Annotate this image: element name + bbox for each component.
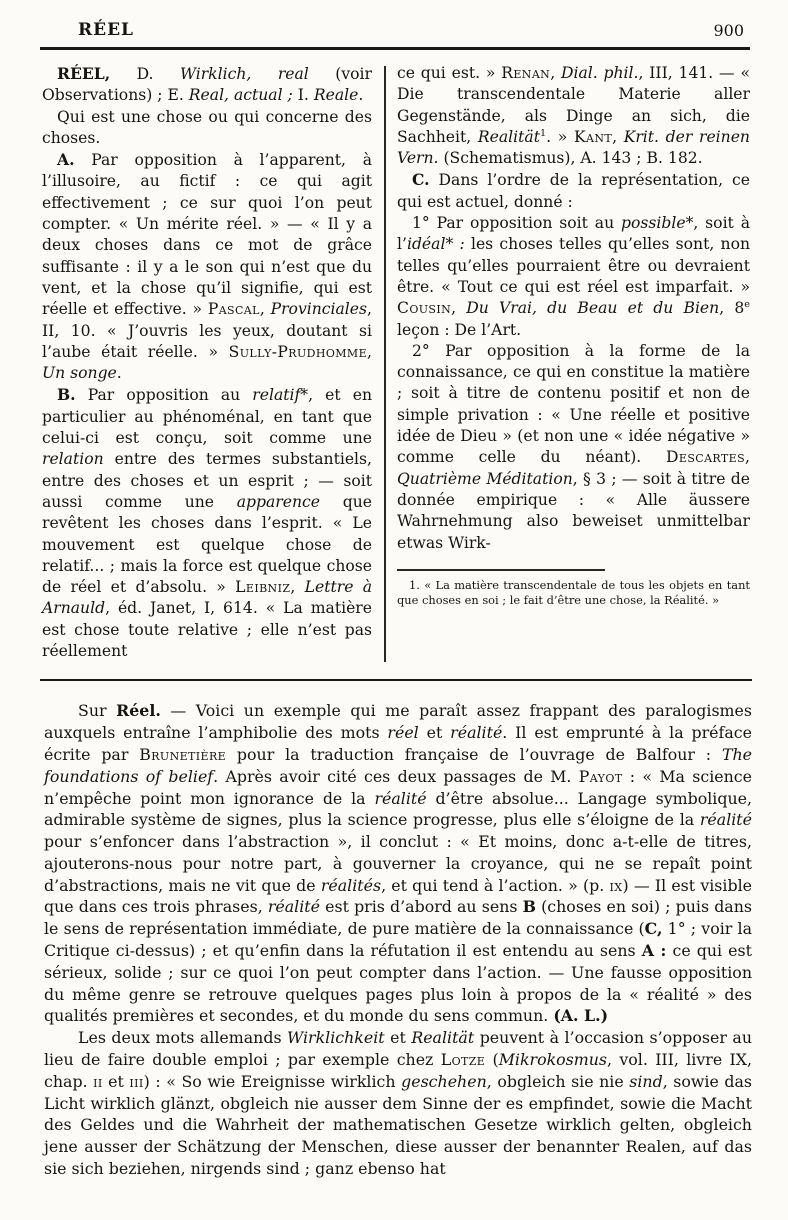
footnote-separator-rule [397, 569, 605, 571]
entry-right-column [397, 63, 750, 662]
section-divider-rule [40, 679, 752, 681]
entry-headword-paragraph: RÉEL, D. Wirklich, real (voir Observations) ; E. Real, actual ; I. Reale. [42, 64, 372, 105]
entry-sense-c2-paragraph: 2° Par opposition à la forme de la connaissance, ce qui en constitue la matière ; soit à titre de contenu positif et non de simple privation : « Une réelle et positive idée de Dieu » (et non une « idée négative » comme celle du néant). Descartes, Quatrième Méditation, § 3 ; — soit à titre de donnée empirique : « Alle äussere Wahrnehmung also beweiset unmittelbar etwas Wirk- [397, 341, 750, 552]
observations-paragraph-german-terms: Les deux mots allemands Wirklichkeit et Realität peuvent à l’occasion s’opposer au lieu de faire double emploi ; par exemple chez Lotze (Mikrokosmus, vol. III, livre IX, chap. ii et iii) : « So wie Ereignisse wirklich geschehen, obgleich sie nie sind, sowie das Licht wirklich glänzt, obgleich nie ausser dem Sinne der es empfindet, sowie die Macht des Geldes und die Wahrheit der mathematischen Gesetze wirklich gelten, obgleich jene ausser der Schätzung der Menschen, diese ausser der benannter Realen, auf das sie sich beziehen, nirgends sind ; ganz ebenso hat [44, 1028, 752, 1179]
running-head [40, 20, 750, 50]
entry-definition-paragraph: Qui est une chose ou qui concerne des choses. [42, 107, 372, 147]
footnote-text: 1. « La matière transcendentale de tous les objets en tant que choses en soi ; le fait d’être une chose, la Réalité. » [397, 577, 750, 607]
entry-left-column [42, 63, 372, 662]
entry-sense-c-paragraph: C. Dans l’ordre de la représentation, ce qui est actuel, donné : [397, 170, 750, 211]
entry-sense-a-paragraph: A. Par opposition à l’apparent, à l’illusoire, au fictif : ce qui agit effectivement ; ce sur quoi l’on peut compter. « Un mérite réel. » — « Il y a deux choses dans ce mot de grâce suffisante : il y a le son qui n’est que du vent, et la chose qu’il signifie, qui est réelle et effective. » Pascal, Provinciales, II, 10. « J’ouvris les yeux, doutant si l’aube était réelle. » Sully-Prudhomme, Un songe. [42, 150, 372, 383]
entry-sense-b-paragraph: B. Par opposition au relatif*, et en particulier au phénoménal, en tant que celui-ci est conçu, soit comme une relation entre des termes substantiels, entre des choses et un esprit ; — soit aussi comme une apparence que revêtent les choses dans l’esprit. « Le mouvement est quelque chose de relatif... ; mais la force est quelque chose de réel et d’absolu. » Leibniz, Lettre à Arnauld, éd. Janet, I, 614. « La matière est chose toute relative ; elle n’est pas réellement [42, 385, 372, 661]
running-head-title: RÉEL [78, 20, 134, 40]
entry-sense-c1-paragraph: 1° Par opposition soit au possible*, soit à l’idéal* : les choses telles qu’elles sont, non telles qu’elles pourraient être ou devraient être. « Tout ce qui est réel est imparfait. » Cousin, Du Vrai, du Beau et du Bien, 8e leçon : De l’Art. [397, 214, 750, 339]
column-divider-rule [384, 66, 386, 662]
observations-section [44, 700, 752, 1180]
observations-paragraph-sur-reel: Sur Réel. — Voici un exemple qui me paraît assez frappant des paralogismes auxquels entraîne l’amphibolie des mots réel et réalité. Il est emprunté à la préface écrite par Brunetière pour la traduction française de l’ouvrage de Balfour : The foundations of belief. Après avoir cité ces deux passages de M. Payot : « Ma science n’empêche point mon ignorance de la réalité d’être absolue... Langage symbolique, admirable système de signes, plus la science progresse, plus elle s’éloigne de la réalité pour s’enfoncer dans l’abstraction », il conclut : « Et moins, donc a-t-elle de titres, ajouterons-nous pour notre part, à gouverner la croyance, qui ne se repaît point d’abstractions, mais ne vit que de réalités, et qui tend à l’action. » (p. ix) — Il est visible que dans ces trois phrases, réalité est pris d’abord au sens B (choses en soi) ; puis dans le sens de représentation immédiate, de pure matière de la connaissance (C, 1° ; voir la Critique ci-dessus) ; et qu’enfin dans la réfutation il est entendu au sens A : ce qui est sérieux, solide ; sur ce quoi l’on peut compter dans l’action. — Une fausse opposition du même genre se retrouve quelques pages plus loin à propos de la « réalité » des qualités premières et secondes, et du monde du sens commun. (A. L.) [44, 701, 753, 1026]
page-number: 900 [713, 21, 744, 40]
entry-two-column-section [42, 63, 750, 662]
entry-sense-b-continuation-paragraph: ce qui est. » Renan, Dial. phil., III, 141. — « Die transcendentale Materie aller Gegenstände, als Dinge an sich, die Sachheit, Realität$^1$. » Kant, Krit. der reinen Vern. (Schematismus), A. 143 ; B. 182. [397, 64, 751, 168]
